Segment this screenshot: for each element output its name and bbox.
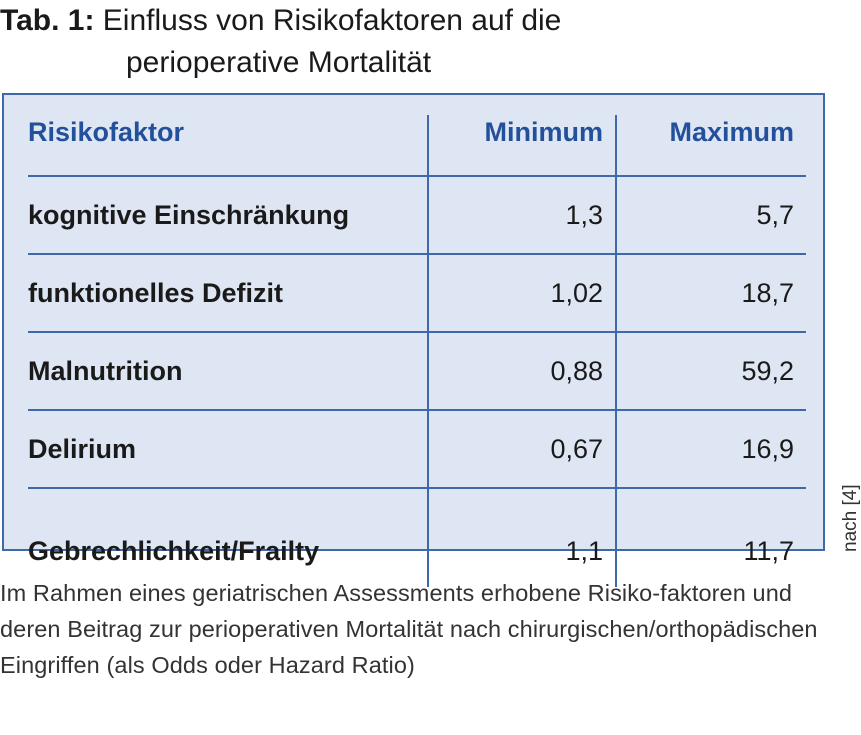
header-risikofaktor: Risikofaktor bbox=[28, 117, 185, 147]
source-note: nach [4] bbox=[840, 484, 861, 552]
table-row bbox=[28, 488, 806, 587]
max-cell: 59,2 bbox=[616, 332, 806, 410]
table-label: Tab. 1: bbox=[0, 4, 95, 37]
factor-cell: Malnutrition bbox=[28, 332, 428, 410]
factor-cell: Delirium bbox=[28, 410, 428, 488]
risk-factor-table bbox=[28, 115, 806, 587]
table-row bbox=[28, 254, 806, 332]
table-row bbox=[28, 410, 806, 488]
table-title bbox=[0, 0, 561, 84]
max-cell: 11,7 bbox=[616, 488, 806, 587]
min-cell: 1,02 bbox=[428, 254, 616, 332]
min-cell: 0,88 bbox=[428, 332, 616, 410]
max-cell: 5,7 bbox=[616, 176, 806, 254]
table-row bbox=[28, 332, 806, 410]
max-cell: 16,9 bbox=[616, 410, 806, 488]
min-cell: 1,3 bbox=[428, 176, 616, 254]
table-caption: Im Rahmen eines geriatrischen Assessments erhobene Risiko-faktoren und deren Beitrag zur perioperativen Mortalität nach chirurgischen/orthopädischen Eingriffen (als Odds oder Hazard Ratio) bbox=[0, 580, 818, 678]
title-line-2: perioperative Mortalität bbox=[126, 46, 432, 79]
min-cell: 0,67 bbox=[428, 410, 616, 488]
max-cell: 18,7 bbox=[616, 254, 806, 332]
min-cell: 1,1 bbox=[428, 488, 616, 587]
factor-cell: funktionelles Defizit bbox=[28, 254, 428, 332]
table-row bbox=[28, 176, 806, 254]
factor-cell: kognitive Einschränkung bbox=[28, 176, 428, 254]
table-container bbox=[2, 93, 825, 566]
factor-cell: Gebrechlichkeit/Frailty bbox=[28, 488, 428, 587]
header-minimum: Minimum bbox=[428, 115, 616, 176]
title-line-1: Einfluss von Risikofaktoren auf die bbox=[102, 4, 562, 37]
table-header-row bbox=[28, 115, 806, 176]
header-maximum: Maximum bbox=[616, 115, 806, 176]
